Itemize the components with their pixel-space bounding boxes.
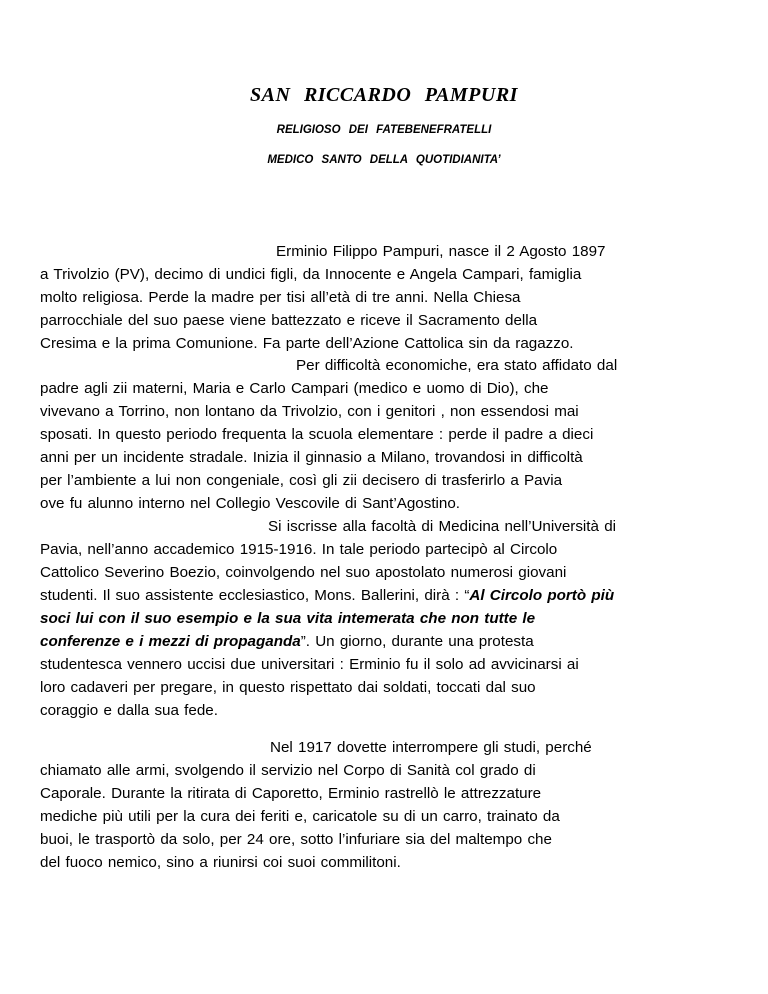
text-line: mediche più utili per la cura dei feriti e, caricatole su di un carro, trainato da — [40, 808, 560, 825]
text-line: Cresima e la prima Comunione. Fa parte dell’Azione Cattolica sin da ragazzo. — [40, 335, 574, 352]
text-line: Per difficoltà economiche, era stato affidato dal — [296, 357, 618, 374]
text-line: Pavia, nell’anno accademico 1915-1916. In tale periodo partecipò al Circolo — [40, 541, 558, 558]
text-line: buoi, le trasportò da solo, per 24 ore, sotto l’infuriare sia del maltempo che — [40, 831, 552, 848]
text-line: Cattolico Severino Boezio, coinvolgendo nel suo apostolato numerosi giovani — [40, 564, 567, 581]
text-line: studentesca vennero uccisi due universitari : Erminio fu il solo ad avvicinarsi ai — [40, 656, 579, 673]
text-line: a Trivolzio (PV), decimo di undici figli, da Innocente e Angela Campari, famiglia — [40, 266, 582, 283]
text-line: loro cadaveri per pregare, in questo rispettato dai soldati, toccati dal suo — [40, 679, 536, 696]
text-segment: studenti. Il suo assistente ecclesiastico, Mons. Ballerini, dirà : “ — [40, 587, 470, 604]
quote-text: conferenze e i mezzi di propaganda — [40, 633, 301, 650]
text-line: chiamato alle armi, svolgendo il servizio nel Corpo di Sanità col grado di — [40, 762, 536, 779]
text-line: coraggio e dalla sua fede. — [40, 702, 218, 719]
text-line: parrocchiale del suo paese viene battezzato e riceve il Sacramento della — [40, 312, 538, 329]
text-line: del fuoco nemico, sino a riunirsi coi suoi commilitoni. — [40, 854, 401, 871]
subtitle-description: MEDICO SANTO DELLA QUOTIDIANITA’ — [267, 154, 501, 166]
text-line: Erminio Filippo Pampuri, nasce il 2 Agosto 1897 — [276, 243, 606, 260]
quote-text: Al Circolo portò più — [469, 587, 615, 604]
text-line: Si iscrisse alla facoltà di Medicina nell’Università di — [268, 518, 617, 535]
quote-text: soci lui con il suo esempio e la sua vita intemerata che non tutte le — [40, 610, 536, 627]
paragraph-military — [40, 736, 730, 874]
subtitle-order: RELIGIOSO DEI FATEBENEFRATELLI — [276, 124, 492, 136]
text-line: molto religiosa. Perde la madre per tisi all’età di tre anni. Nella Chiesa — [40, 289, 521, 306]
text-line: sposati. In questo periodo frequenta la scuola elementare : perde il padre a dieci — [40, 426, 594, 443]
text-line — [40, 630, 730, 653]
paragraph-childhood — [40, 354, 730, 515]
text-segment: ”. Un giorno, durante una protesta — [300, 633, 534, 650]
text-line: Nel 1917 dovette interrompere gli studi, perché — [270, 739, 592, 756]
text-line: ove fu alunno interno nel Collegio Vescovile di Sant’Agostino. — [40, 495, 461, 512]
text-line: per l’ambiente a lui non congeniale, così gli zii decisero di trasferirlo a Pavia — [40, 472, 563, 489]
text-line: vivevano a Torrino, non lontano da Trivolzio, con i genitori , non essendosi mai — [40, 403, 579, 420]
paragraph-birth — [40, 240, 730, 355]
text-line: padre agli zii materni, Maria e Carlo Campari (medico e uomo di Dio), che — [40, 380, 549, 397]
paragraph-university — [40, 515, 730, 722]
text-line: Caporale. Durante la ritirata di Caporetto, Erminio rastrellò le attrezzature — [40, 785, 542, 802]
text-line: anni per un incidente stradale. Inizia il ginnasio a Milano, trovandosi in difficoltà — [40, 449, 583, 466]
text-line — [40, 584, 730, 607]
document-title: SAN RICCARDO PAMPURI — [250, 84, 518, 106]
